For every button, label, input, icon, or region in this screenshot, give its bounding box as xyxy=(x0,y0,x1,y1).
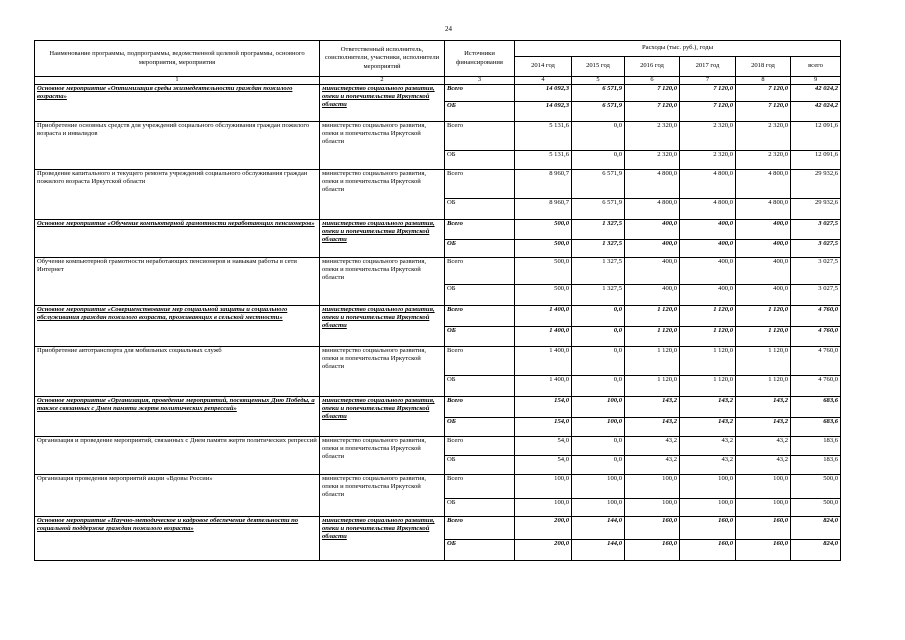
year-value: 400,0 xyxy=(625,258,680,285)
year-value: 0,0 xyxy=(572,437,625,456)
year-value: 500,0 xyxy=(515,258,572,285)
year-value: 1 400,0 xyxy=(515,347,572,376)
year-value: 43,2 xyxy=(680,437,736,456)
year-value: 144,0 xyxy=(572,517,625,540)
funding-source: ОБ xyxy=(445,376,515,397)
year-value: 0,0 xyxy=(572,376,625,397)
header-year: 2017 год xyxy=(680,57,736,77)
funding-source: Всего xyxy=(445,258,515,285)
total-value: 42 024,2 xyxy=(791,85,841,102)
executor-cell: министерство социального развития, опеки и попечительства Иркутской области xyxy=(320,347,445,397)
year-value: 400,0 xyxy=(680,240,736,258)
activity-row-main xyxy=(35,220,841,240)
year-value: 400,0 xyxy=(625,285,680,306)
year-value: 0,0 xyxy=(572,327,625,347)
year-value: 100,0 xyxy=(625,475,680,499)
column-index: 5 xyxy=(572,77,625,85)
column-index: 2 xyxy=(320,77,445,85)
year-value: 400,0 xyxy=(680,220,736,240)
year-value: 200,0 xyxy=(515,517,572,540)
year-value: 143,2 xyxy=(736,418,791,437)
year-value: 2 320,0 xyxy=(736,151,791,170)
year-value: 1 120,0 xyxy=(736,327,791,347)
total-value: 3 027,5 xyxy=(791,240,841,258)
year-value: 500,0 xyxy=(515,285,572,306)
year-value: 7 120,0 xyxy=(680,85,736,102)
year-value: 100,0 xyxy=(736,475,791,499)
year-value: 100,0 xyxy=(625,499,680,517)
total-value: 183,6 xyxy=(791,456,841,475)
funding-source: ОБ xyxy=(445,102,515,122)
funding-source: Всего xyxy=(445,397,515,418)
activity-row-main xyxy=(35,85,841,102)
year-value: 1 327,5 xyxy=(572,240,625,258)
total-value: 12 091,6 xyxy=(791,151,841,170)
year-value: 54,0 xyxy=(515,456,572,475)
total-value: 4 760,0 xyxy=(791,327,841,347)
column-index: 8 xyxy=(736,77,791,85)
funding-source: ОБ xyxy=(445,285,515,306)
budget-table xyxy=(34,40,841,561)
year-value: 43,2 xyxy=(625,437,680,456)
year-value: 143,2 xyxy=(736,397,791,418)
year-value: 1 120,0 xyxy=(680,306,736,327)
year-value: 14 092,3 xyxy=(515,102,572,122)
total-value: 183,6 xyxy=(791,437,841,456)
header-year: 2016 год xyxy=(625,57,680,77)
funding-source: Всего xyxy=(445,306,515,327)
year-value: 143,2 xyxy=(625,397,680,418)
year-value: 144,0 xyxy=(572,540,625,561)
activity-name: Обучение компьютерной грамотности неработающих пенсионеров и навыкам работы в сети Интернет xyxy=(35,258,320,306)
funding-source: ОБ xyxy=(445,499,515,517)
executor-cell: министерство социального развития, опеки и попечительства Иркутской области xyxy=(320,170,445,220)
activity-name: Приобретение основных средств для учреждений социального обслуживания граждан пожилого возраста и инвалидов xyxy=(35,122,320,170)
year-value: 400,0 xyxy=(736,285,791,306)
year-value: 154,0 xyxy=(515,418,572,437)
executor-cell: министерство социального развития, опеки и попечительства Иркутской области xyxy=(320,517,445,561)
activity-row xyxy=(35,437,841,456)
year-value: 100,0 xyxy=(572,397,625,418)
funding-source: Всего xyxy=(445,347,515,376)
funding-source: ОБ xyxy=(445,151,515,170)
funding-source: Всего xyxy=(445,437,515,456)
year-value: 4 800,0 xyxy=(736,170,791,199)
column-index: 3 xyxy=(445,77,515,85)
funding-source: ОБ xyxy=(445,240,515,258)
year-value: 100,0 xyxy=(736,499,791,517)
year-value: 2 320,0 xyxy=(680,122,736,151)
activity-name: Проведение капитального и текущего ремонта учреждений социального обслуживания граждан пожилого возраста Иркутской области xyxy=(35,170,320,220)
year-value: 1 120,0 xyxy=(625,376,680,397)
year-value: 7 120,0 xyxy=(736,85,791,102)
header-year: 2018 год xyxy=(736,57,791,77)
year-value: 100,0 xyxy=(572,418,625,437)
year-value: 160,0 xyxy=(736,517,791,540)
year-value: 2 320,0 xyxy=(625,151,680,170)
year-value: 1 327,5 xyxy=(572,285,625,306)
activity-row xyxy=(35,258,841,285)
activity-row xyxy=(35,122,841,151)
year-value: 400,0 xyxy=(625,240,680,258)
total-value: 29 932,6 xyxy=(791,170,841,199)
year-value: 500,0 xyxy=(515,220,572,240)
total-value: 4 760,0 xyxy=(791,376,841,397)
column-index: 6 xyxy=(625,77,680,85)
year-value: 6 571,9 xyxy=(572,199,625,220)
year-value: 0,0 xyxy=(572,122,625,151)
year-value: 400,0 xyxy=(680,285,736,306)
column-index: 1 xyxy=(35,77,320,85)
total-value: 500,0 xyxy=(791,475,841,499)
column-index-row xyxy=(35,77,841,85)
year-value: 1 120,0 xyxy=(736,306,791,327)
year-value: 43,2 xyxy=(736,437,791,456)
funding-source: Всего xyxy=(445,517,515,540)
year-value: 8 960,7 xyxy=(515,199,572,220)
year-value: 200,0 xyxy=(515,540,572,561)
executor-cell: министерство социального развития, опеки и попечительства Иркутской области xyxy=(320,220,445,258)
funding-source: ОБ xyxy=(445,199,515,220)
executor-cell: министерство социального развития, опеки и попечительства Иркутской области xyxy=(320,258,445,306)
executor-cell: министерство социального развития, опеки и попечительства Иркутской области xyxy=(320,397,445,437)
header-name: Наименование программы, подпрограммы, ведомственной целевой программы, основного мероприятия, мероприятия xyxy=(35,41,320,77)
year-value: 160,0 xyxy=(625,517,680,540)
funding-source: ОБ xyxy=(445,327,515,347)
total-value: 500,0 xyxy=(791,499,841,517)
column-index: 9 xyxy=(791,77,841,85)
total-value: 683,6 xyxy=(791,418,841,437)
activity-name: Основное мероприятие «Совершенствование мер социальной защиты и социального обслуживания граждан пожилого возраста, проживающих в сельской местности» xyxy=(35,306,320,347)
header-expenses: Расходы (тыс. руб.), годы xyxy=(515,41,841,57)
year-value: 1 327,5 xyxy=(572,258,625,285)
executor-cell: министерство социального развития, опеки и попечительства Иркутской области xyxy=(320,437,445,475)
activity-row xyxy=(35,170,841,199)
year-value: 5 131,6 xyxy=(515,122,572,151)
year-value: 400,0 xyxy=(680,258,736,285)
year-value: 2 320,0 xyxy=(680,151,736,170)
header-source: Источники финансирования xyxy=(445,41,515,77)
year-value: 7 120,0 xyxy=(625,102,680,122)
year-value: 4 800,0 xyxy=(625,199,680,220)
year-value: 160,0 xyxy=(625,540,680,561)
activity-name: Приобретение автотранспорта для мобильных социальных служб xyxy=(35,347,320,397)
funding-source: ОБ xyxy=(445,456,515,475)
year-value: 143,2 xyxy=(625,418,680,437)
year-value: 100,0 xyxy=(572,475,625,499)
total-value: 12 091,6 xyxy=(791,122,841,151)
table-body xyxy=(35,41,841,561)
funding-source: Всего xyxy=(445,220,515,240)
year-value: 7 120,0 xyxy=(680,102,736,122)
year-value: 100,0 xyxy=(515,475,572,499)
year-value: 1 120,0 xyxy=(680,376,736,397)
year-value: 1 120,0 xyxy=(625,327,680,347)
total-value: 824,0 xyxy=(791,517,841,540)
year-value: 160,0 xyxy=(680,517,736,540)
funding-source: ОБ xyxy=(445,540,515,561)
year-value: 1 120,0 xyxy=(736,376,791,397)
year-value: 4 800,0 xyxy=(680,199,736,220)
activity-row xyxy=(35,475,841,499)
total-value: 4 760,0 xyxy=(791,306,841,327)
year-value: 2 320,0 xyxy=(625,122,680,151)
year-value: 143,2 xyxy=(680,418,736,437)
year-value: 6 571,9 xyxy=(572,170,625,199)
year-value: 43,2 xyxy=(736,456,791,475)
executor-cell: министерство социального развития, опеки и попечительства Иркутской области xyxy=(320,85,445,122)
year-value: 6 571,9 xyxy=(572,85,625,102)
year-value: 400,0 xyxy=(736,220,791,240)
total-value: 4 760,0 xyxy=(791,347,841,376)
header-row xyxy=(35,41,841,57)
year-value: 1 400,0 xyxy=(515,376,572,397)
activity-row-main xyxy=(35,306,841,327)
total-value: 29 932,6 xyxy=(791,199,841,220)
year-value: 43,2 xyxy=(625,456,680,475)
year-value: 2 320,0 xyxy=(736,122,791,151)
year-value: 1 120,0 xyxy=(680,347,736,376)
year-value: 43,2 xyxy=(680,456,736,475)
year-value: 100,0 xyxy=(572,499,625,517)
column-index: 4 xyxy=(515,77,572,85)
activity-name: Организация проведения мероприятий акции «Вдовы России» xyxy=(35,475,320,517)
header-year: 2014 год xyxy=(515,57,572,77)
year-value: 0,0 xyxy=(572,306,625,327)
header-year: 2015 год xyxy=(572,57,625,77)
year-value: 6 571,9 xyxy=(572,102,625,122)
page-number: 24 xyxy=(445,25,452,33)
year-value: 1 120,0 xyxy=(625,306,680,327)
year-value: 100,0 xyxy=(515,499,572,517)
year-value: 1 400,0 xyxy=(515,327,572,347)
executor-cell: министерство социального развития, опеки и попечительства Иркутской области xyxy=(320,475,445,517)
activity-name: Основное мероприятие «Обучение компьютерной грамотности неработающих пенсионеров» xyxy=(35,220,320,258)
year-value: 4 800,0 xyxy=(625,170,680,199)
activity-name: Основное мероприятие «Организация, проведение мероприятий, посвященных Дню Победы, а также связанных с Днем памяти жертв политических репрессий» xyxy=(35,397,320,437)
year-value: 1 400,0 xyxy=(515,306,572,327)
funding-source: Всего xyxy=(445,170,515,199)
total-value: 683,6 xyxy=(791,397,841,418)
activity-name: Основное мероприятие «Научно-методическое и кадровое обеспечение деятельности по социальной поддержке граждан пожилого возраста» xyxy=(35,517,320,561)
funding-source: ОБ xyxy=(445,418,515,437)
activity-name: Организация и проведение мероприятий, связанных с Днем памяти жертв политических репрессий xyxy=(35,437,320,475)
year-value: 0,0 xyxy=(572,151,625,170)
year-value: 1 327,5 xyxy=(572,220,625,240)
activity-name: Основное мероприятие «Оптимизация среды жизнедеятельности граждан пожилого возраста» xyxy=(35,85,320,122)
year-value: 154,0 xyxy=(515,397,572,418)
year-value: 0,0 xyxy=(572,456,625,475)
year-value: 400,0 xyxy=(736,258,791,285)
executor-cell: министерство социального развития, опеки и попечительства Иркутской области xyxy=(320,306,445,347)
year-value: 160,0 xyxy=(680,540,736,561)
total-value: 42 024,2 xyxy=(791,102,841,122)
year-value: 4 800,0 xyxy=(736,199,791,220)
funding-source: Всего xyxy=(445,85,515,102)
activity-row-main xyxy=(35,397,841,418)
year-value: 4 800,0 xyxy=(680,170,736,199)
year-value: 5 131,6 xyxy=(515,151,572,170)
year-value: 14 092,3 xyxy=(515,85,572,102)
year-value: 1 120,0 xyxy=(736,347,791,376)
year-value: 1 120,0 xyxy=(680,327,736,347)
year-value: 100,0 xyxy=(680,499,736,517)
year-value: 1 120,0 xyxy=(625,347,680,376)
year-value: 500,0 xyxy=(515,240,572,258)
year-value: 400,0 xyxy=(736,240,791,258)
funding-source: Всего xyxy=(445,122,515,151)
year-value: 0,0 xyxy=(572,347,625,376)
year-value: 8 960,7 xyxy=(515,170,572,199)
year-value: 7 120,0 xyxy=(736,102,791,122)
year-value: 160,0 xyxy=(736,540,791,561)
total-value: 3 027,5 xyxy=(791,258,841,285)
funding-source: Всего xyxy=(445,475,515,499)
header-total: всего xyxy=(791,57,841,77)
year-value: 54,0 xyxy=(515,437,572,456)
total-value: 824,0 xyxy=(791,540,841,561)
year-value: 100,0 xyxy=(680,475,736,499)
executor-cell: министерство социального развития, опеки и попечительства Иркутской области xyxy=(320,122,445,170)
activity-row-main xyxy=(35,517,841,540)
year-value: 400,0 xyxy=(625,220,680,240)
column-index: 7 xyxy=(680,77,736,85)
header-executor: Ответственный исполнитель, соисполнители, участники, исполнители мероприятий xyxy=(320,41,445,77)
activity-row xyxy=(35,347,841,376)
year-value: 7 120,0 xyxy=(625,85,680,102)
total-value: 3 027,5 xyxy=(791,285,841,306)
total-value: 3 027,5 xyxy=(791,220,841,240)
year-value: 143,2 xyxy=(680,397,736,418)
